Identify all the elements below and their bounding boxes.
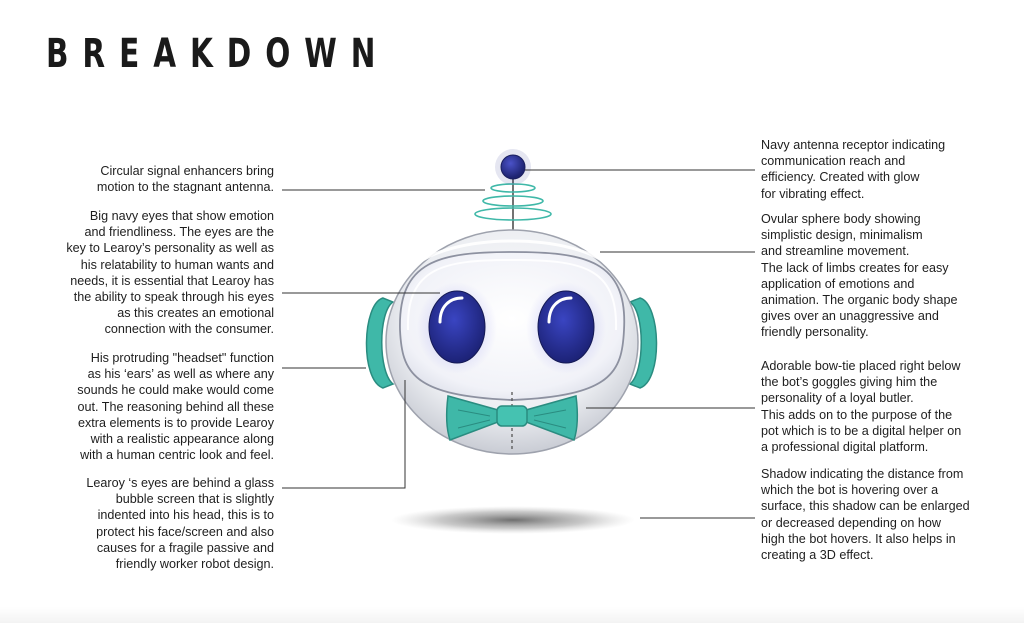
annotation-headset: His protruding "headset" function as his ‘ears’ as well as where any sounds he could make would come out. The reasoning behind all these extra elements is to provide Learoy with a realistic appearance along with a human centric look and feel. xyxy=(77,351,274,463)
annotation-eyes: Big navy eyes that show emotion and friendliness. The eyes are the key to Learoy’s personality as well as his relatability to human wants and needs, it is essential that Learoy has the ability to speak through his eyes as this creates an emotional connection with the consumer. xyxy=(66,209,274,337)
antenna-receptor xyxy=(501,155,525,179)
annotation-signal-enhancers: Circular signal enhancers bring motion to the stagnant antenna. xyxy=(96,164,274,195)
right-eye xyxy=(538,291,594,363)
page-title: BREAKDOWN xyxy=(46,31,390,77)
annotation-bowtie: Adorable bow-tie placed right below the bot’s goggles giving him the personality of a loyal butler. This adds on to the purpose of the pot which is to be a digital helper on a professional digital platform. xyxy=(761,359,962,455)
annotation-screen: Learoy ‘s eyes are behind a glass bubble screen that is slightly indented into his head, this is to protect his face/screen and also causes for a fragile passive and friendly worker robot design. xyxy=(86,476,274,572)
annotation-shadow: Shadow indicating the distance from which the bot is hovering over a surface, this shadow can be enlarged or decreased depending on how high the bot hovers. It also helps in creating a 3D effect. xyxy=(761,467,970,563)
annotation-antenna: Navy antenna receptor indicating communication reach and efficiency. Created with glow for vibrating effect. xyxy=(761,138,946,201)
bowtie-knot xyxy=(497,406,527,426)
left-eye xyxy=(429,291,485,363)
page-footer-fade xyxy=(0,607,1024,623)
annotation-body: Ovular sphere body showing simplistic design, minimalism and streamline movement. The lack of limbs creates for easy application of emotions and animation. The organic body shape gives over an unaggressive and friendly personality. xyxy=(761,212,958,340)
leader-screen xyxy=(282,380,405,488)
hover-shadow xyxy=(391,506,635,534)
